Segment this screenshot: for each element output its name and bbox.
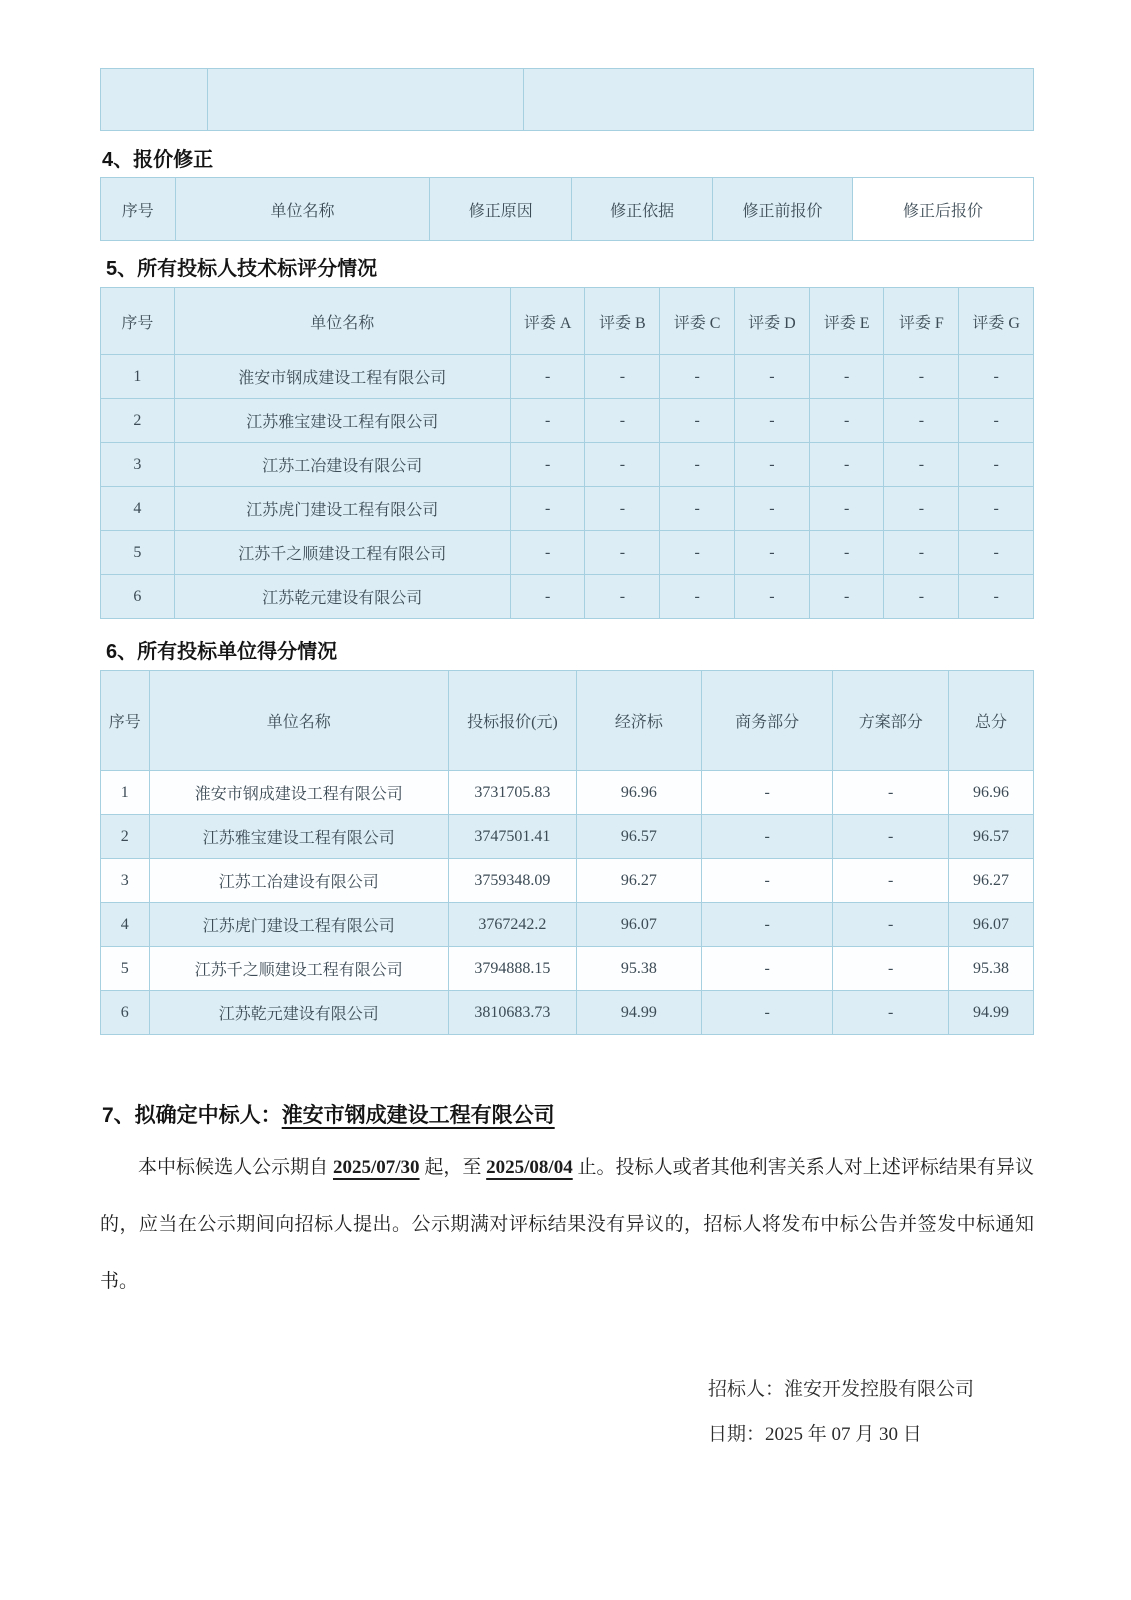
- score-cell: -: [585, 399, 660, 443]
- score-cell: -: [959, 355, 1034, 399]
- score-cell: -: [510, 355, 585, 399]
- score-cell: -: [809, 531, 884, 575]
- score-cell: -: [884, 399, 959, 443]
- table-row: [101, 947, 1034, 991]
- table-row: [101, 487, 1034, 531]
- score-cell: -: [809, 487, 884, 531]
- signature-block: [708, 1378, 1034, 1447]
- publicity-end-date: 2025/08/04: [486, 1157, 573, 1178]
- section7-heading: [102, 1105, 1034, 1127]
- header-cell: 评委 A: [510, 288, 585, 355]
- technical-score-table: [100, 287, 1034, 619]
- economic-score: 96.57: [576, 815, 701, 859]
- total-score-table: [100, 670, 1034, 1035]
- table-row: [101, 531, 1034, 575]
- bid-price: 3794888.15: [449, 947, 577, 991]
- publicity-start-date: 2025/07/30: [332, 1157, 420, 1178]
- economic-score: 96.07: [576, 903, 701, 947]
- header-cell: 修正依据: [572, 178, 713, 241]
- table-row: [101, 859, 1034, 903]
- score-cell: -: [660, 355, 735, 399]
- score-cell: -: [660, 531, 735, 575]
- notice-segment: 本中标候选人公示期自: [138, 1157, 333, 1178]
- score-cell: -: [959, 487, 1034, 531]
- table-row: [101, 443, 1034, 487]
- row-index: 6: [101, 991, 150, 1035]
- score-cell: -: [959, 575, 1034, 619]
- score-cell: -: [585, 443, 660, 487]
- business-score: -: [701, 903, 833, 947]
- notice-segment: 止。投标人或者其他利害关系人对上述评标结果有异议的，应当在公示期间向招标人提出。公示期满对评标结果没有异议的，招标人将发布中标公告并签发中标通知书。: [100, 1157, 1034, 1292]
- section6-heading: 6、所有投标单位得分情况: [106, 641, 338, 663]
- score-cell: -: [510, 531, 585, 575]
- score-cell: -: [809, 575, 884, 619]
- header-cell: 序号: [101, 178, 176, 241]
- score-cell: -: [734, 399, 809, 443]
- price-correction-table: [100, 177, 1034, 241]
- score-cell: -: [809, 355, 884, 399]
- header-cell: 经济标: [576, 671, 701, 771]
- header-cell: 修正后报价: [852, 178, 1033, 241]
- score-cell: -: [734, 443, 809, 487]
- company-name: 江苏工冶建设有限公司: [174, 443, 510, 487]
- header-cell: 修正前报价: [713, 178, 853, 241]
- plan-score: -: [833, 771, 949, 815]
- total-score: 94.99: [949, 991, 1034, 1035]
- company-name: 江苏雅宝建设工程有限公司: [174, 399, 510, 443]
- table-row: [101, 991, 1034, 1035]
- header-cell: 方案部分: [833, 671, 949, 771]
- company-name: 江苏千之顺建设工程有限公司: [174, 531, 510, 575]
- row-index: 2: [101, 399, 175, 443]
- table-row: [101, 355, 1034, 399]
- bid-price: 3759348.09: [449, 859, 577, 903]
- score-cell: -: [809, 443, 884, 487]
- table-row: [101, 903, 1034, 947]
- previous-page-partial-table: [100, 68, 1034, 131]
- row-index: 1: [101, 355, 175, 399]
- total-score: 96.96: [949, 771, 1034, 815]
- plan-score: -: [833, 991, 949, 1035]
- score-cell: -: [884, 443, 959, 487]
- score-cell: -: [660, 443, 735, 487]
- business-score: -: [701, 947, 833, 991]
- score-cell: -: [734, 487, 809, 531]
- score-cell: -: [959, 531, 1034, 575]
- company-name: 江苏工冶建设有限公司: [149, 859, 448, 903]
- economic-score: 96.96: [576, 771, 701, 815]
- section7-heading-prefix: 7、拟确定中标人：: [102, 1104, 282, 1127]
- bid-price: 3767242.2: [449, 903, 577, 947]
- row-index: 5: [101, 531, 175, 575]
- row-index: 5: [101, 947, 150, 991]
- empty-cell: [523, 69, 1033, 131]
- economic-score: 94.99: [576, 991, 701, 1035]
- company-name: 江苏千之顺建设工程有限公司: [149, 947, 448, 991]
- header-cell: 总分: [949, 671, 1034, 771]
- company-name: 江苏乾元建设有限公司: [149, 991, 448, 1035]
- table-header-row: [101, 178, 1034, 241]
- score-cell: -: [734, 531, 809, 575]
- notice-paragraph: [100, 1139, 1034, 1310]
- score-cell: -: [660, 487, 735, 531]
- header-cell: 评委 D: [734, 288, 809, 355]
- row-index: 4: [101, 487, 175, 531]
- company-name: 江苏雅宝建设工程有限公司: [149, 815, 448, 859]
- business-score: -: [701, 859, 833, 903]
- header-cell: 单位名称: [149, 671, 448, 771]
- section5-heading: 5、所有投标人技术标评分情况: [106, 258, 378, 280]
- table-row: [101, 575, 1034, 619]
- score-cell: -: [884, 355, 959, 399]
- total-score: 96.57: [949, 815, 1034, 859]
- table-row: [101, 69, 1034, 131]
- score-cell: -: [884, 487, 959, 531]
- plan-score: -: [833, 947, 949, 991]
- company-name: 淮安市钢成建设工程有限公司: [149, 771, 448, 815]
- row-index: 4: [101, 903, 150, 947]
- header-cell: 投标报价(元): [449, 671, 577, 771]
- score-cell: -: [585, 575, 660, 619]
- score-cell: -: [660, 399, 735, 443]
- score-cell: -: [884, 531, 959, 575]
- score-cell: -: [660, 575, 735, 619]
- header-cell: 评委 B: [585, 288, 660, 355]
- company-name: 江苏虎门建设工程有限公司: [174, 487, 510, 531]
- header-cell: 单位名称: [175, 178, 430, 241]
- economic-score: 95.38: [576, 947, 701, 991]
- row-index: 1: [101, 771, 150, 815]
- score-cell: -: [510, 399, 585, 443]
- bid-price: 3747501.41: [449, 815, 577, 859]
- plan-score: -: [833, 903, 949, 947]
- score-cell: -: [959, 443, 1034, 487]
- date-line: 日期：2025 年 07 月 30 日: [708, 1424, 922, 1445]
- business-score: -: [701, 815, 833, 859]
- company-name: 江苏虎门建设工程有限公司: [149, 903, 448, 947]
- notice-segment: 起，至: [419, 1157, 487, 1178]
- row-index: 3: [101, 443, 175, 487]
- table-row: [101, 399, 1034, 443]
- total-score: 95.38: [949, 947, 1034, 991]
- company-name: 淮安市钢成建设工程有限公司: [174, 355, 510, 399]
- table-row: [101, 815, 1034, 859]
- bid-price: 3810683.73: [449, 991, 577, 1035]
- header-cell: 序号: [101, 288, 175, 355]
- total-score: 96.27: [949, 859, 1034, 903]
- score-cell: -: [585, 355, 660, 399]
- score-cell: -: [809, 399, 884, 443]
- plan-score: -: [833, 815, 949, 859]
- score-cell: -: [585, 531, 660, 575]
- score-cell: -: [585, 487, 660, 531]
- table-header-row: [101, 288, 1034, 355]
- plan-score: -: [833, 859, 949, 903]
- bid-price: 3731705.83: [449, 771, 577, 815]
- tenderer-line: 招标人：淮安开发控股有限公司: [708, 1379, 975, 1400]
- header-cell: 序号: [101, 671, 150, 771]
- company-name: 江苏乾元建设有限公司: [174, 575, 510, 619]
- row-index: 2: [101, 815, 150, 859]
- total-score: 96.07: [949, 903, 1034, 947]
- header-cell: 单位名称: [174, 288, 510, 355]
- score-cell: -: [510, 575, 585, 619]
- business-score: -: [701, 771, 833, 815]
- header-cell: 评委 E: [809, 288, 884, 355]
- section4-heading: 4、报价修正: [102, 149, 214, 171]
- business-score: -: [701, 991, 833, 1035]
- winner-company-name: 淮安市钢成建设工程有限公司: [281, 1104, 555, 1127]
- economic-score: 96.27: [576, 859, 701, 903]
- empty-cell: [208, 69, 523, 131]
- header-cell: 修正原因: [430, 178, 572, 241]
- row-index: 3: [101, 859, 150, 903]
- score-cell: -: [734, 355, 809, 399]
- header-cell: 评委 G: [959, 288, 1034, 355]
- score-cell: -: [884, 575, 959, 619]
- score-cell: -: [734, 575, 809, 619]
- score-cell: -: [510, 487, 585, 531]
- table-header-row: [101, 671, 1034, 771]
- header-cell: 商务部分: [701, 671, 833, 771]
- row-index: 6: [101, 575, 175, 619]
- score-cell: -: [959, 399, 1034, 443]
- table-row: [101, 771, 1034, 815]
- score-cell: -: [510, 443, 585, 487]
- header-cell: 评委 F: [884, 288, 959, 355]
- header-cell: 评委 C: [660, 288, 735, 355]
- empty-cell: [101, 69, 208, 131]
